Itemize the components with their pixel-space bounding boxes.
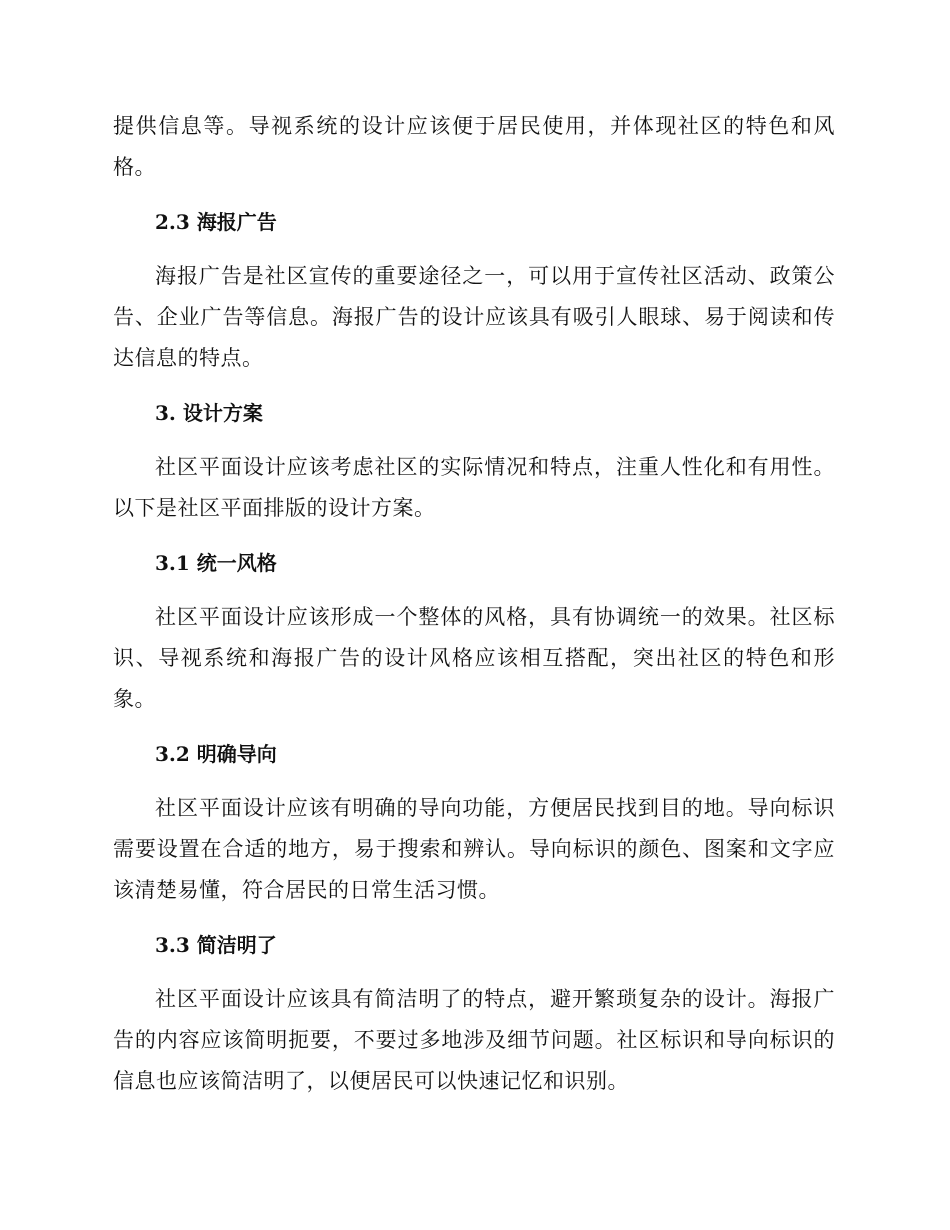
heading-2-3-poster-ads: 2.3 海报广告 [155,210,277,234]
heading-3-2-clear-guidance: 3.2 明确导向 [155,742,277,766]
paragraph-unified-style: 社区平面设计应该形成一个整体的风格，具有协调统一的效果。社区标识、导视系统和海报广告的设计风格应该相互搭配，突出社区的特色和形象。 [113,605,835,711]
paragraph-continuation: 提供信息等。导视系统的设计应该便于居民使用，并体现社区的特色和风格。 [113,114,835,179]
heading-3-1-unified-style: 3.1 统一风格 [155,551,277,575]
paragraph-concise-clear: 社区平面设计应该具有简洁明了的特点，避开繁琐复杂的设计。海报广告的内容应该简明扼要，不要过多地涉及细节问题。社区标识和导向标识的信息也应该简洁明了，以便居民可以快速记忆和识别。 [113,987,835,1093]
heading-3-design-plan: 3. 设计方案 [155,401,263,425]
paragraph-design-plan: 社区平面设计应该考虑社区的实际情况和特点，注重人性化和有用性。以下是社区平面排版的设计方案。 [113,455,835,520]
paragraph-clear-guidance: 社区平面设计应该有明确的导向功能，方便居民找到目的地。导向标识需要设置在合适的地方，易于搜索和辨认。导向标识的颜色、图案和文字应该清楚易懂，符合居民的日常生活习惯。 [113,796,835,902]
paragraph-poster-ads: 海报广告是社区宣传的重要途径之一，可以用于宣传社区活动、政策公告、企业广告等信息。海报广告的设计应该具有吸引人眼球、易于阅读和传达信息的特点。 [113,264,835,370]
heading-3-3-concise-clear: 3.3 简洁明了 [155,933,277,957]
document-body [113,106,835,1102]
